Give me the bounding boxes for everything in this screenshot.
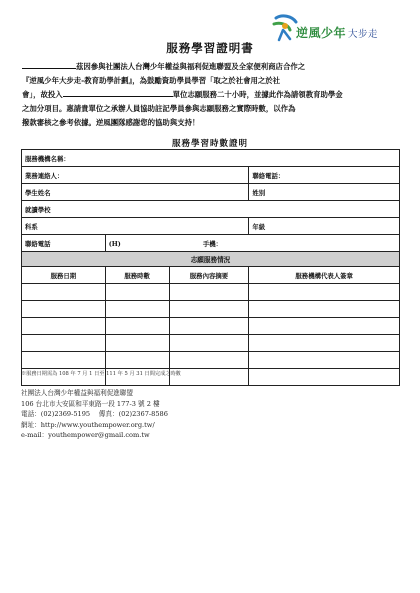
service-hours-form <box>21 149 400 386</box>
contact-org: 社團法人台灣少年權益與福利促進聯盟 <box>21 389 134 397</box>
contact-person-field[interactable] <box>22 167 249 184</box>
intro-line-4: 之加分項目。惠請貴單位之承辦人員協助註記學員參與志願服務之實際時數，以作為 <box>22 104 296 113</box>
table-cell[interactable] <box>249 335 400 352</box>
contact-block <box>21 388 168 441</box>
table-cell[interactable] <box>22 301 106 318</box>
intro-line-2: 『逆風少年大步走-教育助學計劃』，為鼓勵資助學員學習「取之於社會用之於社 <box>22 76 281 85</box>
table-cell[interactable] <box>169 352 249 369</box>
table-cell[interactable] <box>249 369 400 386</box>
table-cell[interactable] <box>249 352 400 369</box>
table-cell[interactable] <box>22 318 106 335</box>
grade-label: 年級 <box>252 222 266 231</box>
table-row <box>22 335 400 352</box>
intro-line-3a: 會」，故投入 <box>22 90 63 99</box>
contact-person-label: 業務連絡人： <box>25 171 64 180</box>
grade-field[interactable] <box>249 218 400 235</box>
phone-field[interactable] <box>105 235 399 252</box>
table-cell[interactable] <box>249 301 400 318</box>
org-name-label: 服務機構名稱： <box>25 154 70 163</box>
unit-blank-line <box>63 96 173 97</box>
table-row <box>22 352 400 369</box>
org-blank-line <box>22 68 76 69</box>
date-range-note: ※服務日期需為 108 年 7 月 1 日至 111 年 5 月 31 日間完成之時數 <box>21 371 181 377</box>
intro-line-3b: 單位志願服務二十小時，並據此作為請領教育助學金 <box>172 90 343 99</box>
contact-email: e-mail：youthempower@gmail.com.tw <box>21 431 150 440</box>
table-cell[interactable] <box>105 335 169 352</box>
section-header: 志願服務情況 <box>22 252 400 267</box>
department-label: 科系 <box>25 222 38 231</box>
table-title: 服務學習時數證明 <box>171 139 248 149</box>
table-cell[interactable] <box>169 284 249 301</box>
phone-label-cell <box>22 235 106 252</box>
table-cell[interactable] <box>169 318 249 335</box>
gender-label: 姓別 <box>252 188 266 197</box>
table-cell[interactable] <box>169 335 249 352</box>
contact-phone-fax: 電話：(02)2369-5195 傳真：(02)2367-8586 <box>21 410 168 419</box>
table-cell[interactable] <box>22 352 106 369</box>
home-phone-marker: (H) <box>108 239 121 248</box>
mobile-label: 手機： <box>202 239 222 248</box>
table-cell[interactable] <box>105 318 169 335</box>
logo-text <box>296 24 378 41</box>
department-field[interactable] <box>22 218 249 235</box>
phone-label: 聯絡電話 <box>25 239 51 248</box>
intro-paragraph <box>22 60 402 130</box>
school-field[interactable] <box>22 201 400 218</box>
logo-main-text: 逆風少年 <box>296 26 347 40</box>
table-cell[interactable] <box>169 301 249 318</box>
contact-website: 網址：http://www.youthempower.org.tw/ <box>21 420 155 429</box>
intro-line-1: 茲因參與社團法人台灣少年權益與福利促進聯盟及全家便利商店合作之 <box>76 62 306 71</box>
contact-address: 106 台北市大安區和平東路一段 177-3 號 2 樓 <box>21 399 160 408</box>
column-header-summary: 服務內容摘要 <box>169 267 249 284</box>
column-header-date: 服務日期 <box>22 267 106 284</box>
column-header-hours: 服務時數 <box>105 267 169 284</box>
table-row <box>22 284 400 301</box>
table-cell[interactable] <box>105 352 169 369</box>
student-name-field[interactable] <box>22 184 249 201</box>
intro-line-5: 撥款審核之參考依據。逆風團隊感謝您的協助與支持！ <box>22 118 200 127</box>
table-row <box>22 301 400 318</box>
org-name-field[interactable] <box>22 150 400 167</box>
school-label: 就讀學校 <box>25 205 51 214</box>
logo-sub-text: 大步走 <box>348 29 379 40</box>
gender-field[interactable] <box>249 184 400 201</box>
table-cell[interactable] <box>169 369 249 386</box>
contact-phone-field[interactable] <box>249 167 400 184</box>
table-cell[interactable] <box>22 284 106 301</box>
column-header-signature: 服務機構代表人簽章 <box>249 267 400 284</box>
table-cell[interactable] <box>22 335 106 352</box>
contact-phone-label: 聯絡電話： <box>252 171 285 180</box>
table-cell[interactable] <box>105 284 169 301</box>
table-cell[interactable] <box>249 284 400 301</box>
table-row <box>22 318 400 335</box>
page-title: 服務學習證明書 <box>166 41 254 55</box>
table-cell[interactable] <box>249 318 400 335</box>
table-cell[interactable] <box>105 301 169 318</box>
student-name-label: 學生姓名 <box>25 188 51 197</box>
